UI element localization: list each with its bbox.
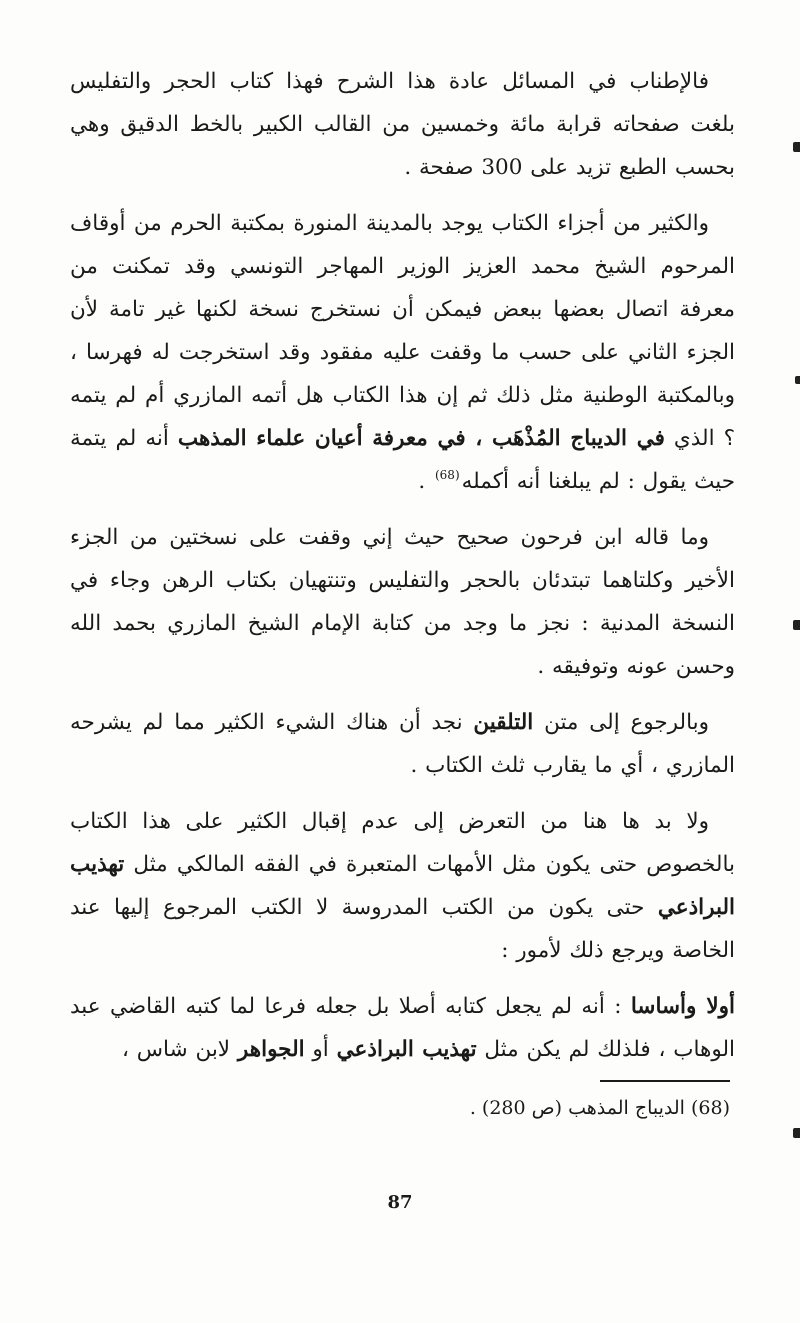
text-segment: لابن شاس ،: [122, 1037, 238, 1062]
text-segment: والكثير من أجزاء الكتاب يوجد بالمدينة المنورة بمكتبة الحرم من أوقاف المرحوم الشيخ محمد العزيز الوزير المهاجر التونسي وقد تمكنت من معرفة اتصال بعضها ببعض فيمكن أن نستخرج نسخة لكنها غير تامة لأن الجزء الثاني على حسب ما وقفت عليه مفقود وقد استخرجت له فهرسا ، وبالمكتبة الوطنية مثل ذلك ثم إن هذا الكتاب هل أتمه المازري أم لم يتمه ؟ الذي: [70, 211, 736, 451]
bold-text-segment: في الديباج المُذْهَب ، في معرفة أعيان علماء المذهب: [177, 426, 665, 451]
paragraph-p1: [70, 60, 735, 189]
paragraph-gap: [70, 503, 735, 516]
margin-mark: [793, 620, 800, 630]
footnote-reference: (68): [434, 468, 460, 482]
text-segment: أو: [304, 1037, 337, 1062]
footnote-divider: [600, 1080, 730, 1082]
paragraph-p5: [70, 800, 735, 972]
paragraph-gap: [70, 787, 735, 800]
bold-text-segment: تهذيب البراذعي: [70, 852, 735, 920]
bold-text-segment: التلقين: [473, 710, 534, 735]
margin-mark: [795, 376, 800, 384]
margin-mark: [793, 1128, 800, 1138]
paragraph-p4: [70, 701, 735, 787]
paragraph-p2: [70, 202, 735, 503]
paragraph-p3: [70, 516, 735, 688]
paragraph-p6: [70, 985, 735, 1071]
text-segment: أنه لم يتمة حيث يقول : لم يبلغنا أنه أكمله: [70, 426, 735, 494]
bold-text-segment: أولا وأساسا: [630, 994, 736, 1019]
paragraph-gap: [70, 688, 735, 701]
page-body: [70, 60, 735, 1071]
footnote-68: (68) الديباج المذهب (ص 280) .: [469, 1097, 730, 1119]
text-segment: وبالرجوع إلى متن: [533, 710, 710, 735]
text-segment: .: [418, 469, 433, 494]
text-segment: حتى يكون من الكتب المدروسة لا الكتب المرجوع إليها عند الخاصة ويرجع ذلك لأمور :: [70, 895, 735, 963]
page-number: 87: [387, 1192, 413, 1213]
paragraph-gap: [70, 972, 735, 985]
bold-text-segment: الجواهر: [237, 1037, 305, 1062]
text-segment: فالإطناب في المسائل عادة هذا الشرح فهذا كتاب الحجر والتفليس بلغت صفحاته قرابة مائة وخمسين من القالب الكبير بالخط الدقيق وهي بحسب الطبع تزيد على 300 صفحة .: [70, 69, 735, 180]
text-segment: : أنه لم يجعل كتابه أصلا بل جعله فرعا لما كتبه القاضي عبد الوهاب ، فلذلك لم يكن مثل: [70, 994, 735, 1062]
margin-mark: [793, 142, 800, 152]
text-segment: ولا بد ها هنا من التعرض إلى عدم إقبال الكثير على هذا الكتاب بالخصوص حتى يكون مثل الأمهات المتعبرة في الفقه المالكي مثل: [70, 809, 735, 877]
bold-text-segment: تهذيب البراذعي: [336, 1037, 477, 1062]
paragraph-gap: [70, 189, 735, 202]
text-segment: نجد أن هناك الشيء الكثير مما لم يشرحه المازري ، أي ما يقارب ثلث الكتاب .: [70, 710, 735, 778]
text-segment: وما قاله ابن فرحون صحيح حيث إني وقفت على نسختين من الجزء الأخير وكلتاهما تبتدئان بالحجر والتفليس وتنتهيان بكتاب الرهن وجاء في النسخة المدنية : نجز ما وجد من كتابة الإمام الشيخ المازري بحمد الله وحسن عونه وتوفيقه .: [70, 525, 735, 679]
